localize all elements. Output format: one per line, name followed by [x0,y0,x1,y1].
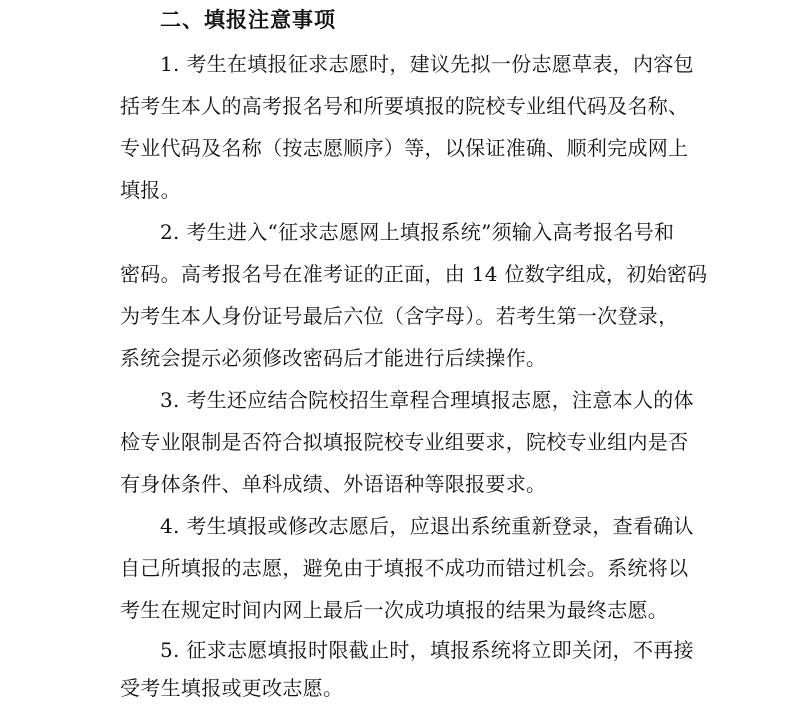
item-1-line-3: 专业代码及名称（按志愿顺序）等，以保证准确、顺利完成网上 [120,136,689,160]
item-3-line-2: 检专业限制是否符合拟填报院校专业组要求，院校专业组内是否 [120,430,689,454]
item-4-line-3: 考生在规定时间内网上最后一次成功填报的结果为最终志愿。 [120,598,669,622]
item-1-line-1: 1. 考生在填报征求志愿时，建议先拟一份志愿草表，内容包 [160,52,694,76]
item-3-line-1: 3. 考生还应结合院校招生章程合理填报志愿，注意本人的体 [160,388,694,412]
item-2-line-4: 系统会提示必须修改密码后才能进行后续操作。 [120,346,547,370]
item-2-line-1: 2. 考生进入“征求志愿网上填报系统”须输入高考报名号和 [160,220,675,244]
item-5-line-1: 5. 征求志愿填报时限截止时，填报系统将立即关闭，不再接 [160,638,694,662]
item-4-line-1: 4. 考生填报或修改志愿后，应退出系统重新登录，查看确认 [160,514,694,538]
section-heading: 二、填报注意事项 [160,8,336,32]
item-3-line-3: 有身体条件、单科成绩、外语语种等限报要求。 [120,472,547,496]
item-1-line-4: 填报。 [120,178,181,202]
item-2-line-3: 为考生本人身份证号最后六位（含字母）。若考生第一次登录， [120,304,679,328]
item-5-line-2: 受考生填报或更改志愿。 [120,676,344,700]
item-4-line-2: 自己所填报的志愿，避免由于填报不成功而错过机会。系统将以 [120,556,689,580]
item-2-line-2: 密码。高考报名号在准考证的正面，由 14 位数字组成，初始密码 [120,262,708,286]
item-1-line-2: 括考生本人的高考报名号和所要填报的院校专业组代码及名称、 [120,94,689,118]
